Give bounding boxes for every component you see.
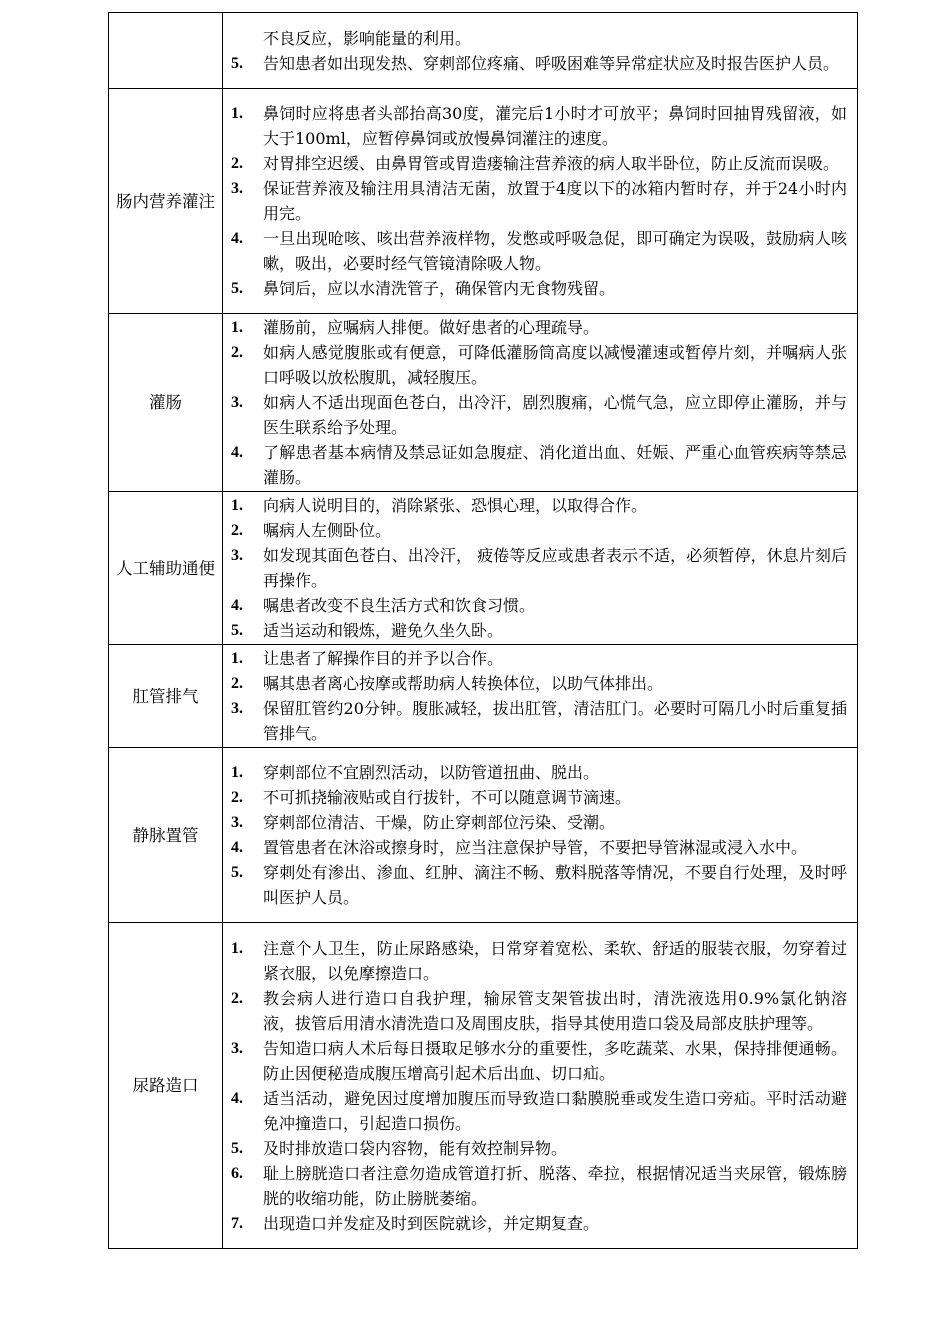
item-number: 2. xyxy=(231,522,243,539)
instructions-cell xyxy=(223,748,858,923)
list-item xyxy=(231,176,847,226)
item-number: 4. xyxy=(231,1089,243,1107)
item-number: 1. xyxy=(231,319,243,336)
item-text: 如病人感觉腹胀或有便意，可降低灌肠筒高度以减慢灌速或暂停片刻，并嘱病人张口呼吸以放松腹肌，减轻腹压。 xyxy=(263,343,847,387)
category-cell: 肠内营养灌注 xyxy=(109,89,223,314)
list-item xyxy=(231,1161,847,1211)
list-item xyxy=(231,810,847,835)
item-text: 耻上膀胱造口者注意勿造成管道打折、脱落、牵拉，根据情况适当夹尿管，锻炼膀胱的收缩功能，防止膀胱萎缩。 xyxy=(263,1163,847,1208)
table-row xyxy=(109,492,858,645)
item-number: 3. xyxy=(231,1039,243,1057)
nursing-guidance-table xyxy=(108,12,858,1249)
table-row xyxy=(109,89,858,314)
item-text: 及时排放造口袋内容物，能有效控制异物。 xyxy=(263,1138,568,1158)
list-item xyxy=(231,593,847,618)
list-item xyxy=(231,315,847,340)
list-item xyxy=(231,835,847,860)
item-number xyxy=(231,26,263,51)
list-item xyxy=(231,1086,847,1136)
item-number: 2. xyxy=(231,789,243,806)
item-number: 3. xyxy=(231,700,243,717)
list-item xyxy=(231,101,847,151)
list-item xyxy=(231,785,847,810)
instructions-cell xyxy=(223,13,858,89)
item-number: 6. xyxy=(231,1164,243,1182)
list-item xyxy=(231,276,847,301)
item-number: 1. xyxy=(231,650,243,667)
item-text: 让患者了解操作目的并予以合作。 xyxy=(263,649,504,668)
item-number: 5. xyxy=(231,1139,243,1157)
list-item xyxy=(231,646,847,671)
item-text: 向病人说明目的，消除紧张、恐惧心理，以取得合作。 xyxy=(263,496,648,515)
item-text: 置管患者在沐浴或擦身时，应当注意保护导管，不要把导管淋湿或浸入水中。 xyxy=(263,838,808,857)
item-text: 穿刺部位清洁、干燥，防止穿刺部位污染、受潮。 xyxy=(263,813,616,832)
list-item xyxy=(231,618,847,643)
item-number: 3. xyxy=(231,394,243,411)
table-row xyxy=(109,645,858,748)
list-item xyxy=(231,986,847,1036)
item-text: 穿刺部位不宜剧烈活动，以防管道扭曲、脱出。 xyxy=(263,763,600,782)
item-text: 一旦出现呛咳、咳出营养液样物，发憋或呼吸急促，即可确定为误吸，鼓励病人咳嗽，吸出，必要时经气管镜清除吸人物。 xyxy=(263,229,847,273)
item-text: 注意个人卫生，防止尿路感染，日常穿着宽松、柔软、舒适的服装衣服，勿穿着过紧衣服，以免摩擦造口。 xyxy=(263,938,847,983)
item-number: 1. xyxy=(231,764,243,781)
table-row xyxy=(109,314,858,492)
category-cell: 人工辅助通便 xyxy=(109,492,223,645)
instructions-cell xyxy=(223,645,858,748)
category-cell: 灌肠 xyxy=(109,314,223,492)
item-text: 告知患者如出现发热、穿刺部位疼痛、呼吸困难等异常症状应及时报告医护人员。 xyxy=(263,53,840,73)
list-item xyxy=(231,936,847,986)
item-text: 对胃排空迟缓、由鼻胃管或胃造瘘输注营养液的病人取半卧位，防止反流而误吸。 xyxy=(263,154,840,173)
instructions-cell xyxy=(223,314,858,492)
item-number: 4. xyxy=(231,230,243,247)
item-number: 4. xyxy=(231,839,243,856)
list-item xyxy=(231,1036,847,1086)
list-item xyxy=(231,1136,847,1161)
item-text: 穿刺处有渗出、渗血、红肿、滴注不畅、敷料脱落等情况，不要自行处理，及时呼叫医护人员。 xyxy=(263,863,847,907)
item-number: 5. xyxy=(231,280,243,297)
item-number: 5. xyxy=(231,864,243,881)
list-item xyxy=(231,696,847,746)
item-text: 保留肛管约20分钟。腹胀减轻，拔出肛管，清洁肛门。必要时可隔几小时后重复插管排气。 xyxy=(263,699,847,743)
category-cell: 静脉置管 xyxy=(109,748,223,923)
item-number: 5. xyxy=(231,54,243,72)
item-text: 适当运动和锻炼，避免久坐久卧。 xyxy=(263,621,504,640)
item-number: 3. xyxy=(231,814,243,831)
item-text: 告知造口病人术后每日摄取足够水分的重要性，多吃蔬菜、水果，保持排便通畅。防止因便秘造成腹压增高引起术后出血、切口疝。 xyxy=(263,1038,847,1083)
item-number: 2. xyxy=(231,344,243,361)
item-text: 出现造口并发症及时到医院就诊，并定期复查。 xyxy=(263,1213,600,1233)
list-item xyxy=(231,671,847,696)
item-number: 2. xyxy=(231,989,243,1007)
item-text: 教会病人进行造口自我护理，输尿管支架管拔出时，清洗液选用0.9%氯化钠溶液，拔管后用清水清洗造口及周围皮肤，指导其使用造口袋及局部皮肤护理等。 xyxy=(263,988,847,1033)
list-item xyxy=(231,440,847,490)
instructions-cell xyxy=(223,492,858,645)
list-item xyxy=(231,340,847,390)
item-number: 1. xyxy=(231,105,243,122)
item-number: 5. xyxy=(231,622,243,639)
list-item xyxy=(231,51,847,76)
item-text: 鼻饲时应将患者头部抬高30度，灌完后1小时才可放平；鼻饲时回抽胃残留液，如大于100ml，应暂停鼻饲或放慢鼻饲灌注的速度。 xyxy=(263,104,847,148)
list-item xyxy=(231,390,847,440)
item-text: 了解患者基本病情及禁忌证如急腹症、消化道出血、妊娠、严重心血管疾病等禁忌灌肠。 xyxy=(263,443,847,487)
item-text: 嘱病人左侧卧位。 xyxy=(263,521,392,540)
list-item xyxy=(231,760,847,785)
item-text: 适当活动，避免因过度增加腹压而导致造口黏膜脱垂或发生造口旁疝。平时活动避免冲撞造口，引起造口损伤。 xyxy=(263,1088,847,1133)
category-cell: 尿路造口 xyxy=(109,923,223,1249)
item-text: 保证营养液及输注用具清洁无菌，放置于4度以下的冰箱内暂时存，并于24小时内用完。 xyxy=(263,179,847,223)
item-text: 如病人不适出现面色苍白，出冷汗，剧烈腹痛，心慌气急，应立即停止灌肠，并与医生联系给予处理。 xyxy=(263,393,847,437)
list-item xyxy=(231,518,847,543)
item-number: 1. xyxy=(231,497,243,514)
item-text: 如发现其面色苍白、出冷汗， 疲倦等反应或患者表示不适，必须暂停，休息片刻后再操作。 xyxy=(263,546,847,590)
item-number: 2. xyxy=(231,155,243,172)
list-item xyxy=(231,226,847,276)
item-text: 嘱患者改变不良生活方式和饮食习惯。 xyxy=(263,596,536,615)
item-number: 1. xyxy=(231,939,243,957)
item-number: 4. xyxy=(231,444,243,461)
item-text: 嘱其患者离心按摩或帮助病人转换体位，以助气体排出。 xyxy=(263,674,664,693)
item-number: 2. xyxy=(231,675,243,692)
list-item xyxy=(231,151,847,176)
item-number: 4. xyxy=(231,597,243,614)
category-cell: 肛管排气 xyxy=(109,645,223,748)
item-text: 灌肠前，应嘱病人排便。做好患者的心理疏导。 xyxy=(263,318,600,337)
table-row xyxy=(109,923,858,1249)
list-item xyxy=(231,860,847,910)
item-number: 3. xyxy=(231,547,243,564)
table-row xyxy=(109,748,858,923)
instructions-cell xyxy=(223,89,858,314)
list-item xyxy=(231,493,847,518)
item-text: 不可抓挠输液贴或自行拔针，不可以随意调节滴速。 xyxy=(263,788,632,807)
list-item xyxy=(231,543,847,593)
item-number: 7. xyxy=(231,1214,243,1232)
category-cell xyxy=(109,13,223,89)
item-text: 鼻饲后，应以水清洗管子，确保管内无食物残留。 xyxy=(263,279,616,298)
item-text: 不良反应，影响能量的利用。 xyxy=(263,28,472,48)
item-number: 3. xyxy=(231,180,243,197)
list-item xyxy=(231,26,847,51)
list-item xyxy=(231,1211,847,1236)
table-row xyxy=(109,13,858,89)
instructions-cell xyxy=(223,923,858,1249)
